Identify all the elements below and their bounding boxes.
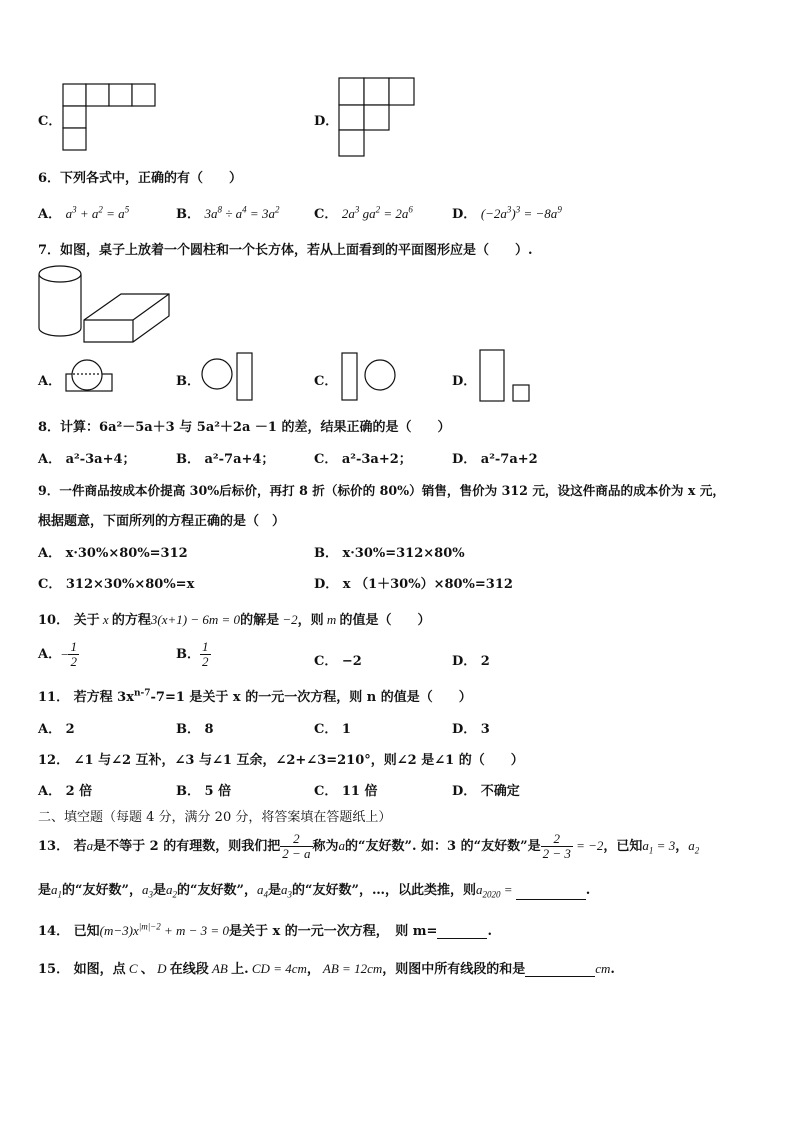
q6-option-c: C． $2a^3$ $ga^2 = 2a^6$ bbox=[314, 204, 413, 222]
q15-stem: 15． 如图，点 C 、 D 在线段 AB 上. CD = 4cm， AB = 12cm，则图中所有线段的和是 cm. bbox=[38, 961, 615, 977]
q7-option-a-label: A． bbox=[38, 374, 62, 389]
q9-option-b: B． x·30%=312×80% bbox=[314, 546, 465, 561]
q12-option-d: D． 不确定 bbox=[452, 784, 520, 799]
q6-c-label: C． bbox=[314, 207, 338, 222]
q7-option-b-label: B． bbox=[176, 374, 200, 389]
q6-d-label: D． bbox=[452, 207, 477, 222]
q9-stem-line1: 9．一件商品按成本价提高 30%后标价，再打 8 折（标价的 80%）销售，售价为 312 元，设这件商品的成本价为 x 元， bbox=[38, 483, 725, 498]
q5-option-d-figure bbox=[338, 77, 418, 159]
q8-stem: 8．计算：6a²－5a＋3 与 5a²＋2a －1 的差，结果正确的是（ ） bbox=[38, 420, 451, 435]
q12-option-a: A． 2 倍 bbox=[38, 784, 93, 799]
q5-option-d-label: D． bbox=[314, 114, 339, 129]
q11-stem: 11． 若方程 $3x^{n-7}-7=1$ 是关于 x 的一元一次方程，则 n 的值是（ ） bbox=[38, 688, 472, 705]
q8-option-a: A． a²-3a+4； bbox=[38, 452, 136, 467]
q12-option-b: B． 5 倍 bbox=[176, 784, 232, 799]
q6-stem: 6．下列各式中，正确的有（ ） bbox=[38, 171, 243, 186]
q13-answer-blank[interactable] bbox=[516, 885, 586, 900]
q10-option-c: C． −2 bbox=[314, 654, 362, 669]
q9-option-a: A． x·30%×80%=312 bbox=[38, 546, 188, 561]
q10-option-d: D． 2 bbox=[452, 654, 490, 669]
q7-stem: 7．如图，桌子上放着一个圆柱和一个长方体，若从上面看到的平面图形应是（ ）. bbox=[38, 243, 533, 258]
q14-answer-blank[interactable] bbox=[437, 924, 487, 939]
q11-option-b: B． 8 bbox=[176, 722, 214, 737]
q5-option-c-label: C． bbox=[38, 114, 62, 129]
q6-option-a: A． $a^3 + a^2 = a^5$ bbox=[38, 204, 130, 222]
q13-line1: 13． 若a是不等于 2 的有理数，则我们把 $\frac{2}{2 - a}$ 称为a的“友好数”. 如：3 的“友好数”是 $\frac{2}{2 - 3}$ = −2，已知$a_1 = 3$，$a_2$ bbox=[38, 831, 700, 861]
q6-a-label: A． bbox=[38, 207, 62, 222]
q12-option-c: C． 11 倍 bbox=[314, 784, 378, 799]
q6-option-d: D． $(-2a^3)^3 = -8a^9$ bbox=[452, 204, 562, 222]
q5-option-c-figure bbox=[62, 83, 157, 153]
q10-option-b: B． $\frac{1}{2}$ bbox=[176, 639, 209, 669]
q14-stem: 14． 已知$(m-3)x^{|m|-2} + m - 3 = 0$是关于 x 的一元一次方程， 则 m= . bbox=[38, 921, 492, 939]
q7-option-c-figure bbox=[340, 352, 398, 402]
q7-option-b-figure bbox=[201, 352, 256, 402]
q7-option-c-label: C． bbox=[314, 374, 338, 389]
q7-option-d-figure bbox=[478, 349, 533, 404]
q8-option-d: D． a²-7a+2 bbox=[452, 452, 538, 467]
section-2-heading: 二、填空题（每题 4 分，满分 20 分，将答案填在答题纸上） bbox=[38, 810, 392, 825]
q13-line2: 是$a_1$的“友好数”，$a_3$是$a_2$的“友好数”，$a_4$是$a_3$的“友好数”，…，以此类推，则$a_{2020}$ = . bbox=[38, 882, 591, 900]
q7-option-d-label: D． bbox=[452, 374, 477, 389]
q6-option-b: B． $3a^8 \div a^4 = 3a^2$ bbox=[176, 204, 280, 222]
q11-option-a: A． 2 bbox=[38, 722, 75, 737]
q8-option-c: C． a²-3a+2； bbox=[314, 452, 412, 467]
q9-stem-line2: 根据题意，下面所列的方程正确的是（ ） bbox=[38, 514, 286, 529]
q10-option-a: A．− $\frac{1}{2}$ bbox=[38, 639, 77, 669]
q12-stem: 12． ∠1 与∠2 互补，∠3 与∠1 互余，∠2+∠3=210°，则∠2 是∠1 的（ ） bbox=[38, 753, 524, 768]
q6-b-label: B． bbox=[176, 207, 200, 222]
q11-option-d: D． 3 bbox=[452, 722, 490, 737]
q9-option-c: C． 312×30%×80%=x bbox=[38, 577, 195, 592]
q15-answer-blank[interactable] bbox=[525, 962, 595, 977]
q7-figure-cylinder-box bbox=[36, 262, 186, 347]
q9-option-d: D． x （1＋30%）×80%=312 bbox=[314, 577, 513, 592]
q7-option-a-figure bbox=[64, 358, 114, 394]
q8-option-b: B． a²-7a+4； bbox=[176, 452, 275, 467]
q11-option-c: C． 1 bbox=[314, 722, 351, 737]
q10-stem: 10． 关于 x 的方程3(x+1) − 6m = 0的解是 −2，则 m 的值是（ ） bbox=[38, 612, 431, 628]
